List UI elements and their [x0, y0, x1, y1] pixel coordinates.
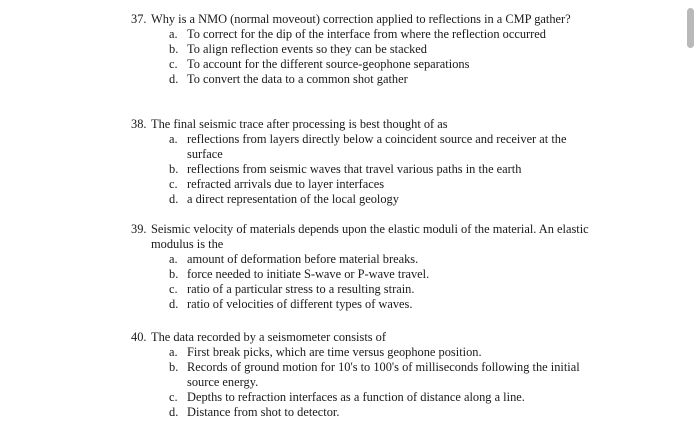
question-40 [131, 330, 601, 420]
question-number: 39. [131, 222, 147, 236]
option-text: To convert the data to a common shot gather [187, 72, 408, 86]
option-text: a direct representation of the local geology [187, 192, 399, 206]
option-b[interactable]: b. force needed to initiate S-wave or P-wave travel. [169, 267, 430, 281]
option-d[interactable]: d. Distance from shot to detector. [169, 405, 340, 419]
question-number: 37. [131, 12, 147, 26]
option-a[interactable]: a. To correct for the dip of the interface from where the reflection occurred [169, 27, 546, 41]
option-list [169, 132, 601, 207]
option-list [169, 27, 601, 87]
option-b[interactable]: b. To align reflection events so they can be stacked [169, 42, 427, 56]
option-text: ratio of a particular stress to a resulting strain. [187, 282, 415, 296]
question-stem [131, 330, 601, 345]
option-text: First break picks, which are time versus geophone position. [187, 345, 482, 359]
option-d[interactable]: d. To convert the data to a common shot gather [169, 72, 408, 86]
option-text: ratio of velocities of different types of waves. [187, 297, 413, 311]
option-c[interactable]: c. refracted arrivals due to layer interfaces [169, 177, 385, 191]
option-b[interactable]: b. reflections from seismic waves that travel various paths in the earth [169, 162, 522, 176]
question-text: Why is a NMO (normal moveout) correction applied to reflections in a CMP gather? [151, 12, 571, 26]
option-text: force needed to initiate S-wave or P-wave travel. [187, 267, 430, 281]
option-c[interactable]: c. Depths to refraction interfaces as a function of distance along a line. [169, 390, 525, 404]
option-text: amount of deformation before material breaks. [187, 252, 419, 266]
question-38 [131, 117, 601, 207]
question-stem [131, 117, 601, 132]
option-text: To align reflection events so they can be stacked [187, 42, 427, 56]
question-number: 38. [131, 117, 147, 131]
option-text: To account for the different source-geophone separations [187, 57, 470, 71]
option-b[interactable]: b. Records of ground motion for 10's to 100's of milliseconds following the initial source energy. [169, 360, 580, 389]
vertical-scrollbar-thumb[interactable] [687, 8, 694, 48]
question-number: 40. [131, 330, 147, 344]
question-39 [131, 222, 601, 312]
option-text: Depths to refraction interfaces as a function of distance along a line. [187, 390, 525, 404]
option-text: refracted arrivals due to layer interfaces [187, 177, 385, 191]
option-text: reflections from seismic waves that travel various paths in the earth [187, 162, 522, 176]
option-text: Records of ground motion for 10's to 100's of milliseconds following the initial source energy. [187, 360, 580, 389]
question-text: The final seismic trace after processing is best thought of as [151, 117, 448, 131]
option-text: Distance from shot to detector. [187, 405, 340, 419]
option-text: reflections from layers directly below a coincident source and receiver at the surface [187, 132, 567, 161]
option-list [169, 345, 601, 420]
option-a[interactable]: a. reflections from layers directly below a coincident source and receiver at the surface [169, 132, 567, 161]
option-list [169, 252, 601, 312]
option-c[interactable]: c. To account for the different source-geophone separations [169, 57, 470, 71]
option-d[interactable]: d. a direct representation of the local geology [169, 192, 399, 206]
option-a[interactable]: a. First break picks, which are time versus geophone position. [169, 345, 482, 359]
option-a[interactable]: a. amount of deformation before material breaks. [169, 252, 419, 266]
question-text: Seismic velocity of materials depends upon the elastic moduli of the material. An elastic modulus is the [151, 222, 589, 251]
question-37 [131, 12, 601, 87]
option-d[interactable]: d. ratio of velocities of different types of waves. [169, 297, 413, 311]
option-c[interactable]: c. ratio of a particular stress to a resulting strain. [169, 282, 415, 296]
question-stem [131, 12, 601, 27]
option-text: To correct for the dip of the interface from where the reflection occurred [187, 27, 546, 41]
question-text: The data recorded by a seismometer consists of [151, 330, 386, 344]
question-stem [131, 222, 601, 252]
